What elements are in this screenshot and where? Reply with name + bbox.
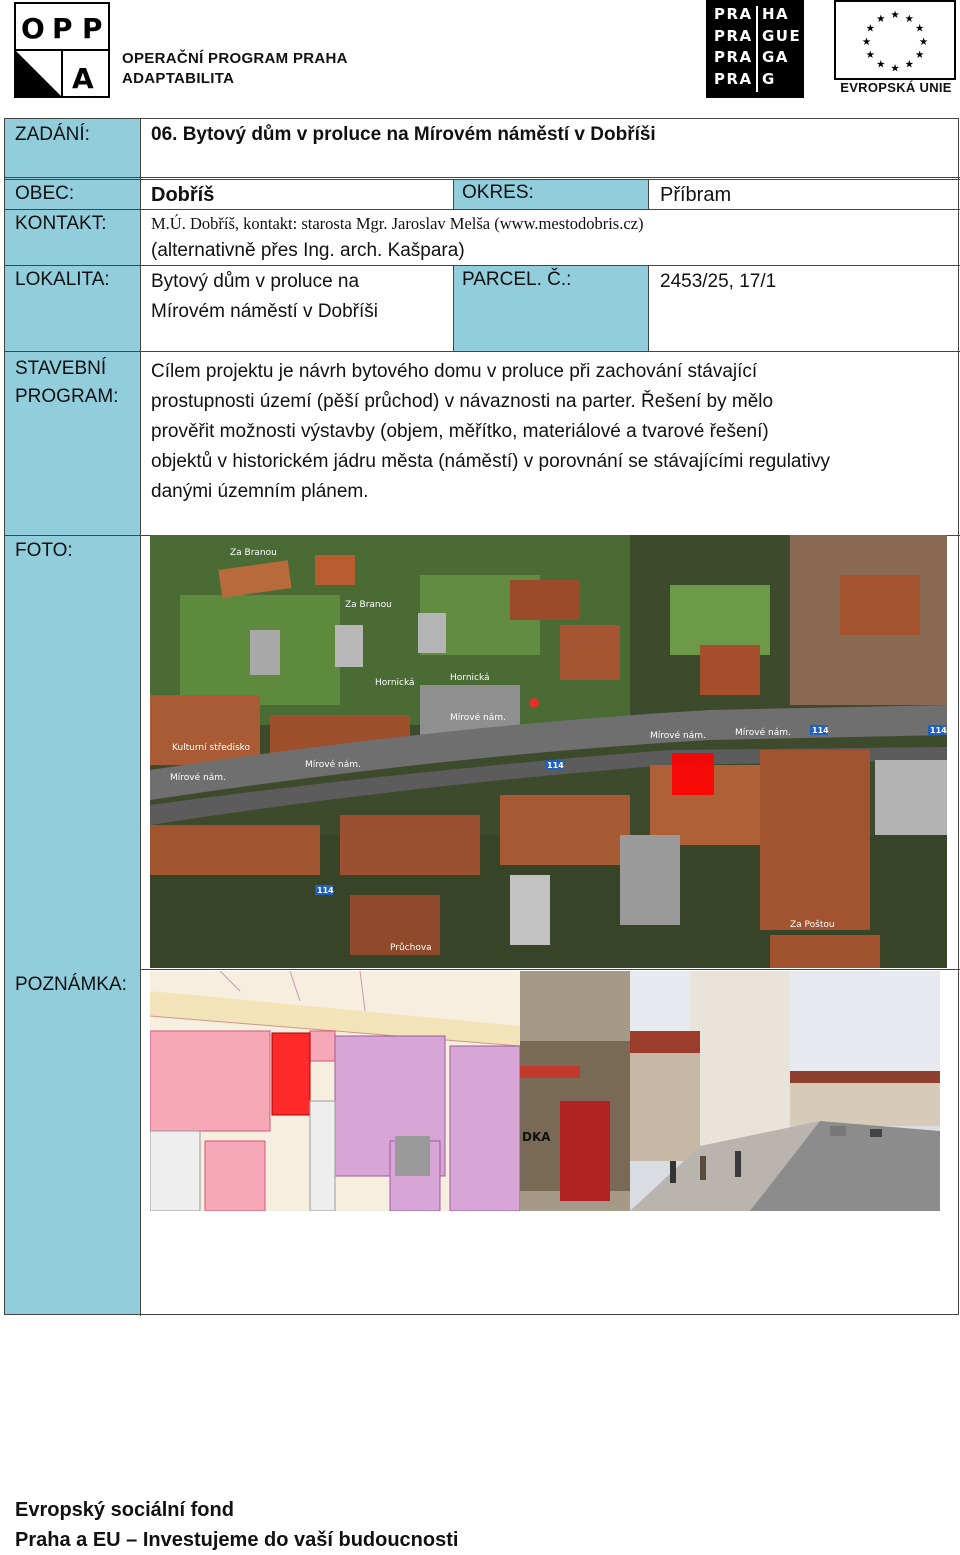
program-line: objektů v historickém jádru města (náměstí) v porovnání se stávajícími regulativy — [151, 451, 830, 472]
opp-logo-letter-p2: P — [82, 12, 103, 45]
svg-text:★: ★ — [861, 36, 872, 48]
street-label: Hornická — [450, 673, 490, 683]
street-label: Kulturní středisko — [172, 743, 251, 753]
svg-text:★: ★ — [876, 59, 886, 71]
foto-label: FOTO: — [15, 540, 73, 561]
praha-logo-text: PRA — [714, 5, 753, 23]
obec-value: Dobříš — [151, 184, 215, 206]
svg-text:★: ★ — [865, 50, 875, 62]
footer-line2: Praha a EU – Investujeme do vaší budoucnosti — [15, 1529, 459, 1551]
svg-text:★: ★ — [890, 63, 900, 75]
praha-logo-text: PRA — [714, 48, 753, 66]
poznamka-label: POZNÁMKA: — [15, 974, 127, 995]
street-label: Mírové nám. — [450, 713, 506, 723]
road-number: 114 — [317, 886, 334, 895]
map-pin-icon — [529, 698, 539, 708]
praha-logo-text: GUE — [762, 26, 802, 45]
opp-title-line1: OPERAČNÍ PROGRAM PRAHA — [122, 50, 348, 67]
lokalita-line1: Bytový dům v proluce na — [151, 271, 360, 292]
street-label: Průchova — [390, 943, 432, 953]
parcel-label: PARCEL. Č.: — [462, 269, 572, 290]
lokalita-label: LOKALITA: — [15, 269, 110, 290]
highlighted-parcel — [272, 1033, 310, 1115]
highlighted-plot — [672, 753, 714, 795]
svg-text:★: ★ — [915, 50, 925, 62]
eu-label: EVROPSKÁ UNIE — [840, 80, 952, 95]
row-divider — [140, 969, 960, 970]
praha-logo-col2 — [762, 4, 801, 90]
street-label: Mírové nám. — [735, 728, 791, 738]
program-line: danými územním plánem. — [151, 481, 369, 502]
street-label: Hornická — [375, 678, 415, 688]
obec-label: OBEC: — [15, 183, 75, 204]
okres-value: Příbram — [660, 184, 732, 206]
street-label: Mírové nám. — [305, 760, 361, 770]
shop-sign: DKA — [522, 1130, 551, 1144]
street-label: Za Branou — [230, 548, 277, 558]
page-footer — [15, 1495, 458, 1555]
program-line: prostupnosti území (pěší průchod) v návaznosti na parter. Řešení by mělo — [151, 391, 774, 412]
zadani-value: 06. Bytový dům v proluce na Mírovém náměstí v Dobříši — [151, 124, 656, 145]
okres-label: OKRES: — [462, 182, 534, 203]
opp-title — [122, 49, 348, 89]
label-column — [5, 119, 140, 1314]
column-divider — [648, 265, 649, 351]
eu-flag-icon — [834, 0, 956, 80]
praha-logo-text: PRA — [714, 26, 753, 45]
praha-logo-divider — [756, 6, 758, 92]
road-number: 114 — [812, 726, 829, 735]
street-photo — [520, 971, 940, 1211]
cadastre-map — [150, 971, 520, 1211]
svg-text:★: ★ — [904, 13, 914, 25]
kontakt-line2: (alternativně přes Ing. arch. Kašpara) — [151, 240, 465, 261]
road-number: 114 — [930, 726, 947, 735]
row-divider — [5, 351, 960, 352]
road-number: 114 — [547, 761, 564, 770]
svg-text:★: ★ — [865, 23, 875, 35]
svg-text:★: ★ — [904, 59, 914, 71]
program-label-1: STAVEBNÍ — [15, 358, 107, 379]
column-divider — [648, 179, 649, 209]
praha-logo — [706, 0, 804, 98]
program-label-2: PROGRAM: — [15, 386, 119, 407]
street-label: Mírové nám. — [170, 773, 226, 783]
opp-logo-letter-o: O — [21, 12, 45, 45]
footer-line1: Evropský sociální fond — [15, 1499, 234, 1521]
kontakt-label: KONTAKT: — [15, 213, 107, 234]
street-label: Mírové nám. — [650, 731, 706, 741]
kontakt-line1: M.Ú. Dobříš, kontakt: starosta Mgr. Jaroslav Melša (www.mestodobris.cz) — [151, 214, 644, 233]
column-divider — [453, 265, 454, 351]
opp-logo-letter-p1: P — [52, 12, 73, 45]
street-label: Za Branou — [345, 600, 392, 610]
opp-title-line2: ADAPTABILITA — [122, 70, 235, 87]
aerial-photo — [150, 535, 947, 968]
lokalita-line2: Mírovém náměstí v Dobříši — [151, 301, 378, 322]
svg-text:★: ★ — [918, 36, 929, 48]
program-line: Cílem projektu je návrh bytového domu v proluce při zachování stávající — [151, 361, 758, 382]
street-label: Za Poštou — [790, 920, 835, 930]
parcel-value: 2453/25, 17/1 — [660, 271, 777, 292]
praha-logo-text: HA — [762, 5, 790, 23]
praha-logo-text: G — [762, 69, 776, 88]
svg-text:★: ★ — [890, 10, 900, 22]
svg-text:★: ★ — [915, 23, 925, 35]
praha-logo-text: PRA — [714, 69, 753, 88]
opp-logo-letter-a: A — [72, 62, 94, 95]
program-line: prověřit možnosti výstavby (objem, měřítko, materiálové a tvarové řešení) — [151, 421, 769, 442]
svg-text:★: ★ — [876, 13, 886, 25]
column-divider — [140, 119, 141, 1316]
praha-logo-col1 — [714, 4, 753, 90]
opp-logo — [14, 2, 110, 98]
praha-logo-text: GA — [762, 48, 789, 66]
page-header — [0, 0, 960, 110]
zadani-label: ZADÁNÍ: — [15, 124, 90, 145]
column-divider — [453, 179, 454, 209]
